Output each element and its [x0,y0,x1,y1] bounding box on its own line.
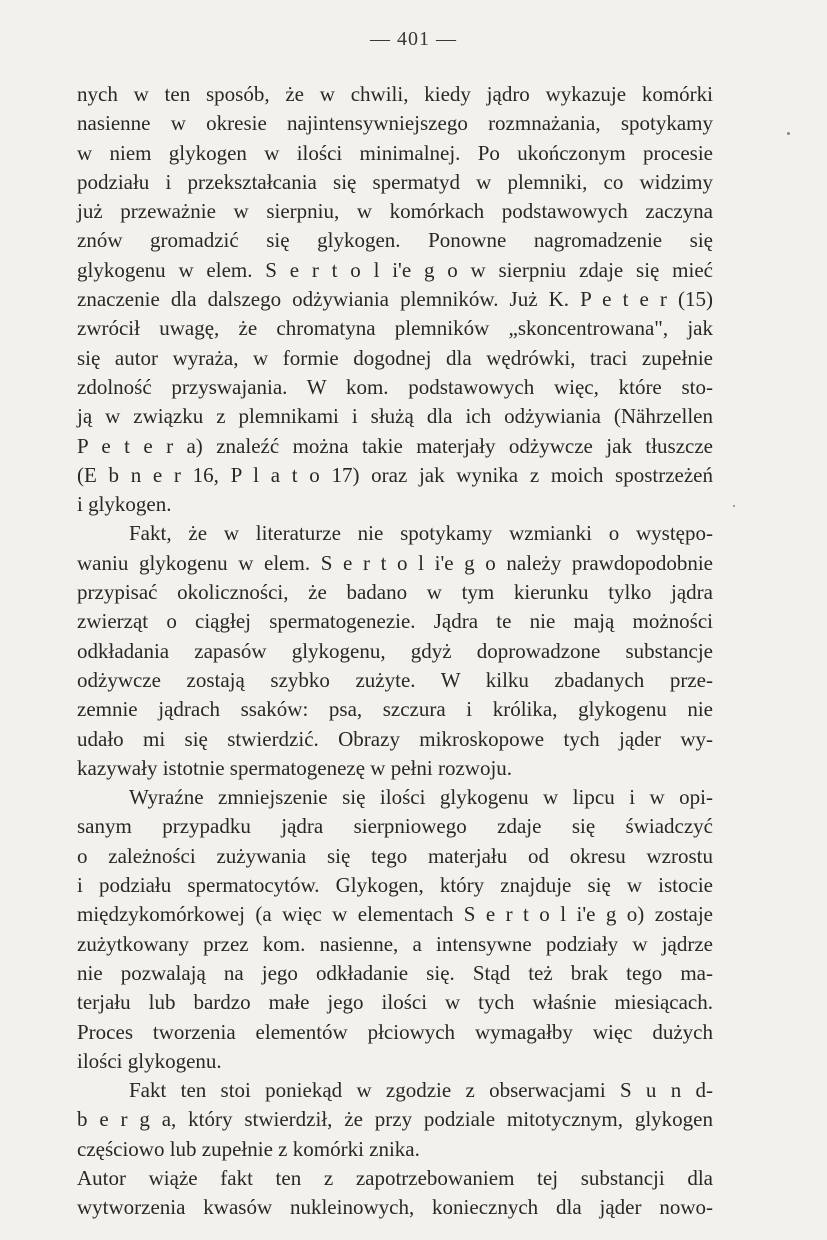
text-line: sanym przypadku jądra sierpniowego zdaje się świadczyć [77,814,713,839]
text-line: glykogenu w elem. S e r t o l i'e g o w sierpniu zdaje się mieć [77,257,713,282]
text-line: się autor wyraża, w formie dogodnej dla wędrówki, traci zupełnie [77,345,713,370]
text-line: znaczenie dla dalszego odżywiania plemników. Już K. P e t e r (15) [77,287,713,312]
text-line: nasienne w okresie najintensywniejszego rozmnażania, spotykamy [77,111,713,136]
paper-speck [787,132,790,135]
text-line: zemnie jądrach ssaków: psa, szczura i królika, glykogenu nie [77,697,713,722]
text-line: udało mi się stwierdzić. Obrazy mikroskopowe tych jąder wy- [77,726,713,751]
page-number: — 401 — [370,28,457,50]
text-line: wytworzenia kwasów nukleinowych, koniecznych dla jąder nowo- [77,1195,713,1220]
text-line: częściowo lub zupełnie z komórki znika. [77,1136,420,1161]
body-text [77,80,713,1223]
text-line: waniu glykogenu w elem. S e r t o l i'e g o należy prawdopodobnie [77,550,713,575]
text-line: o zależności zużywania się tego materjału od okresu wzrostu [77,843,713,868]
text-line: znów gromadzić się glykogen. Ponowne nagromadzenie się [77,228,713,253]
text-line: w niem glykogen w ilości minimalnej. Po ukończonym procesie [77,140,713,165]
text-line: zdolność przyswajania. W kom. podstawowych więc, które sto- [77,374,713,399]
text-line: zużytkowany przez kom. nasienne, a intensywne podziały w jądrze [77,931,713,956]
text-line: międzykomórkowej (a więc w elementach S e r t o l i'e g o) zostaje [77,902,713,927]
text-line: podziału i przekształcania się spermatyd w plemniki, co widzimy [77,169,713,194]
text-line: Fakt ten stoi poniekąd w zgodzie z obserwacjami S u n d- [129,1078,713,1103]
text-line: odkładania zapasów glykogenu, gdyż doprowadzone substancje [77,638,713,663]
text-line: Fakt, że w literaturze nie spotykamy wzmianki o występo- [129,521,713,546]
text-line: b e r g a, który stwierdził, że przy podziale mitotycznym, glykogen [77,1107,713,1132]
text-line: Wyraźne zmniejszenie się ilości glykogenu w lipcu i w opi- [129,785,713,810]
text-line: zwrócił uwagę, że chromatyna plemników „skoncentrowana", jak [77,316,713,341]
text-line: odżywcze zostają szybko zużyte. W kilku zbadanych prze- [77,667,713,692]
text-line: terjału lub bardzo małe jego ilości w tych właśnie miesiącach. [77,990,713,1015]
text-line: już przeważnie w sierpniu, w komórkach podstawowych zaczyna [77,199,713,224]
text-line: nie pozwalają na jego odkładanie się. Stąd też brak tego ma- [77,960,713,985]
text-line: (E b n e r 16, P l a t o 17) oraz jak wynika z moich spostrzeżeń [77,462,713,487]
text-line: i glykogen. [77,492,172,517]
text-line: ilości glykogenu. [77,1048,222,1073]
paper-speck [733,505,735,507]
text-line: i podziału spermatocytów. Glykogen, który znajduje się w istocie [77,873,713,898]
text-line: zwierząt o ciągłej spermatogenezie. Jądra te nie mają możności [77,609,713,634]
text-line: kazywały istotnie spermatogenezę w pełni rozwoju. [77,755,513,780]
text-line: ją w związku z plemnikami i służą dla ich odżywiania (Nährzellen [77,404,713,429]
text-line: Proces tworzenia elementów płciowych wymagałby więc dużych [77,1019,713,1044]
text-line: nych w ten sposób, że w chwili, kiedy jądro wykazuje komórki [77,82,713,106]
text-line: Autor wiąże fakt ten z zapotrzebowaniem tej substancji dla [77,1165,713,1190]
text-line: P e t e r a) znaleźć można takie materjały odżywcze jak tłuszcze [77,433,713,458]
text-line: przypisać okoliczności, że badano w tym kierunku tylko jądra [77,580,713,605]
